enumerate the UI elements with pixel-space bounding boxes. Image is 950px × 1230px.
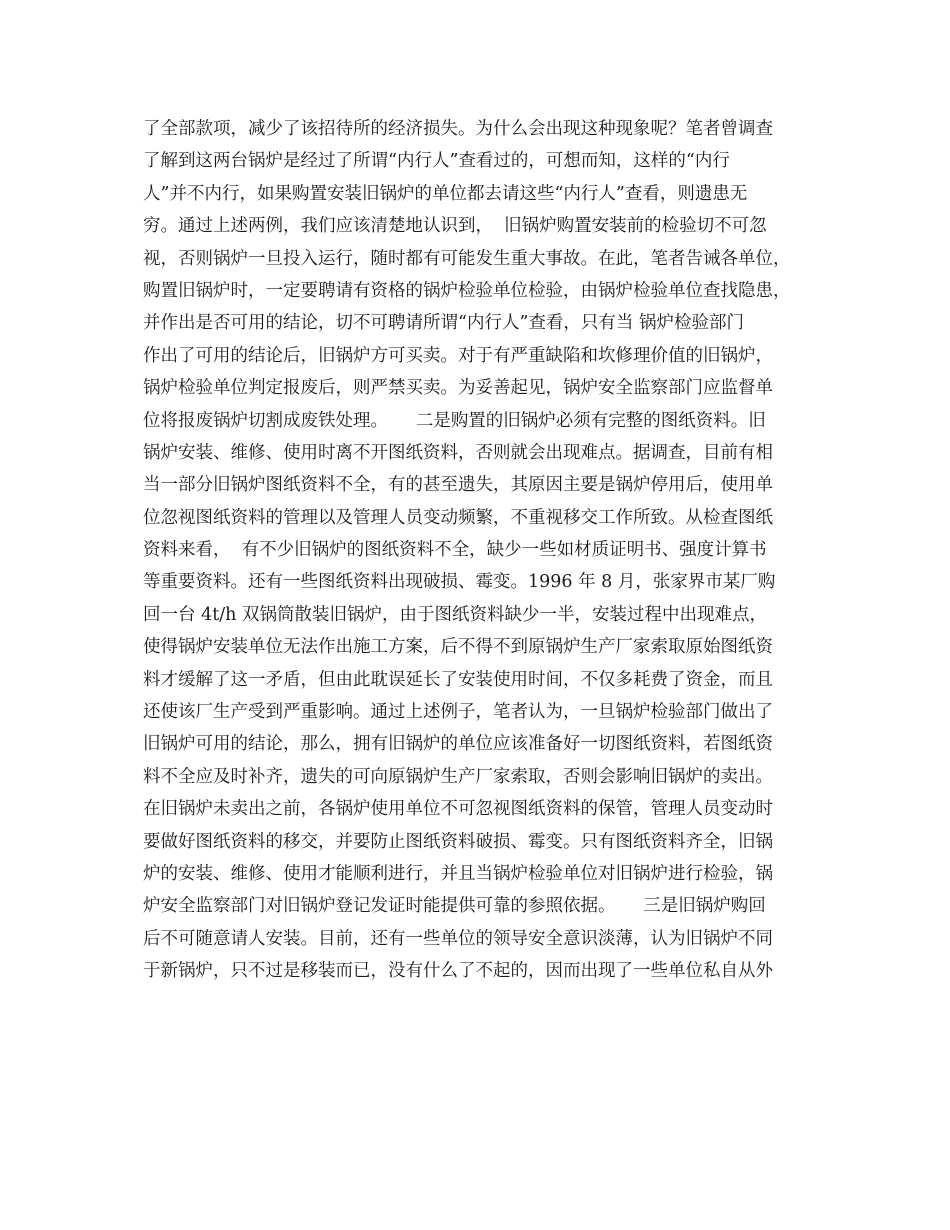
text-line: 等重要资料。还有一些图纸资料出现破损、霉变。1996 年 8 月，张家界市某厂购	[143, 572, 776, 593]
text-line: 使得锅炉安装单位无法作出施工方案，后不得不到原锅炉生产厂家索取原始图纸资	[143, 637, 773, 658]
text-line: 当一部分旧锅炉图纸资料不全，有的甚至遗失，其原因主要是锅炉停用后，使用单	[143, 475, 773, 496]
text-line: 于新锅炉，只不过是移装而已，没有什么了不起的，因而出现了一些单位私自从外	[143, 961, 773, 982]
text-line: 后不可随意请人安装。目前，还有一些单位的领导安全意识淡薄，认为旧锅炉不同	[143, 928, 773, 949]
text-line: 并作出是否可用的结论，切不可聘请所谓“内行人”查看，只有当 锅炉检验部门	[143, 313, 744, 334]
text-line: 资料来看， 有不少旧锅炉的图纸资料不全，缺少一些如材质证明书、强度计算书	[143, 540, 767, 561]
text-line: 位将报废锅炉切割成废铁处理。 二是购置的旧锅炉必须有完整的图纸资料。旧	[143, 410, 766, 431]
text-line: 炉安全监察部门对旧锅炉登记发证时能提供可靠的参照依据。 三是旧锅炉购回	[143, 896, 766, 917]
text-line: 位忽视图纸资料的管理以及管理人员变动频繁，不重视移交工作所致。从检查图纸	[143, 507, 773, 528]
text-line: 回一台 4t/h 双锅筒散装旧锅炉，由于图纸资料缺少一半，安装过程中出现难点，	[143, 604, 767, 625]
text-line: 作出了可用的结论后，旧锅炉方可买卖。对于有严重缺陷和坎修理价值的旧锅炉，	[143, 345, 773, 366]
text-line: 了全部款项，减少了该招待所的经济损失。为什么会出现这种现象呢？笔者曾调查	[143, 119, 773, 139]
text-line: 穷。通过上述两例，我们应该清楚地认识到， 旧锅炉购置安装前的检验切不可忽	[143, 216, 767, 237]
text-line: 料才缓解了这一矛盾，但由此耽误延长了安装使用时间，不仅多耗费了资金，而且	[143, 669, 773, 690]
body-text	[143, 113, 823, 988]
text-line: 锅炉检验单位判定报废后，则严禁买卖。为妥善起见，锅炉安全监察部门应监督单	[143, 378, 773, 399]
text-line: 了解到这两台锅炉是经过了所谓“内行人”查看过的，可想而知，这样的“内行	[143, 151, 730, 172]
text-line: 炉的安装、维修、使用才能顺利进行，并且当锅炉检验单位对旧锅炉进行检验，锅	[143, 863, 773, 884]
text-line: 锅炉安装、维修、使用时离不开图纸资料，否则就会出现难点。据调查，目前有相	[143, 442, 773, 463]
text-line: 在旧锅炉未卖出之前，各锅炉使用单位不可忽视图纸资料的保管，管理人员变动时	[143, 799, 773, 820]
text-line: 视，否则锅炉一旦投入运行，随时都有可能发生重大事故。在此，笔者告诫各单位，	[143, 248, 791, 269]
text-line: 还使该厂生产受到严重影响。通过上述例子，笔者认为，一旦锅炉检验部门做出了	[143, 702, 773, 723]
text-line: 料不全应及时补齐，遗失的可向原锅炉生产厂家索取，否则会影响旧锅炉的卖出。	[143, 766, 773, 787]
text-line: 购置旧锅炉时，一定要聘请有资格的锅炉检验单位检验，由锅炉检验单位查找隐患，	[143, 280, 791, 301]
text-line: 人”并不内行，如果购置安装旧锅炉的单位都去请这些“内行人”查看，则遗患无	[143, 183, 748, 204]
text-line: 旧锅炉可用的结论，那么，拥有旧锅炉的单位应该准备好一切图纸资料，若图纸资	[143, 734, 773, 755]
text-line: 要做好图纸资料的移交，并要防止图纸资料破损、霉变。只有图纸资料齐全，旧锅	[143, 831, 773, 852]
